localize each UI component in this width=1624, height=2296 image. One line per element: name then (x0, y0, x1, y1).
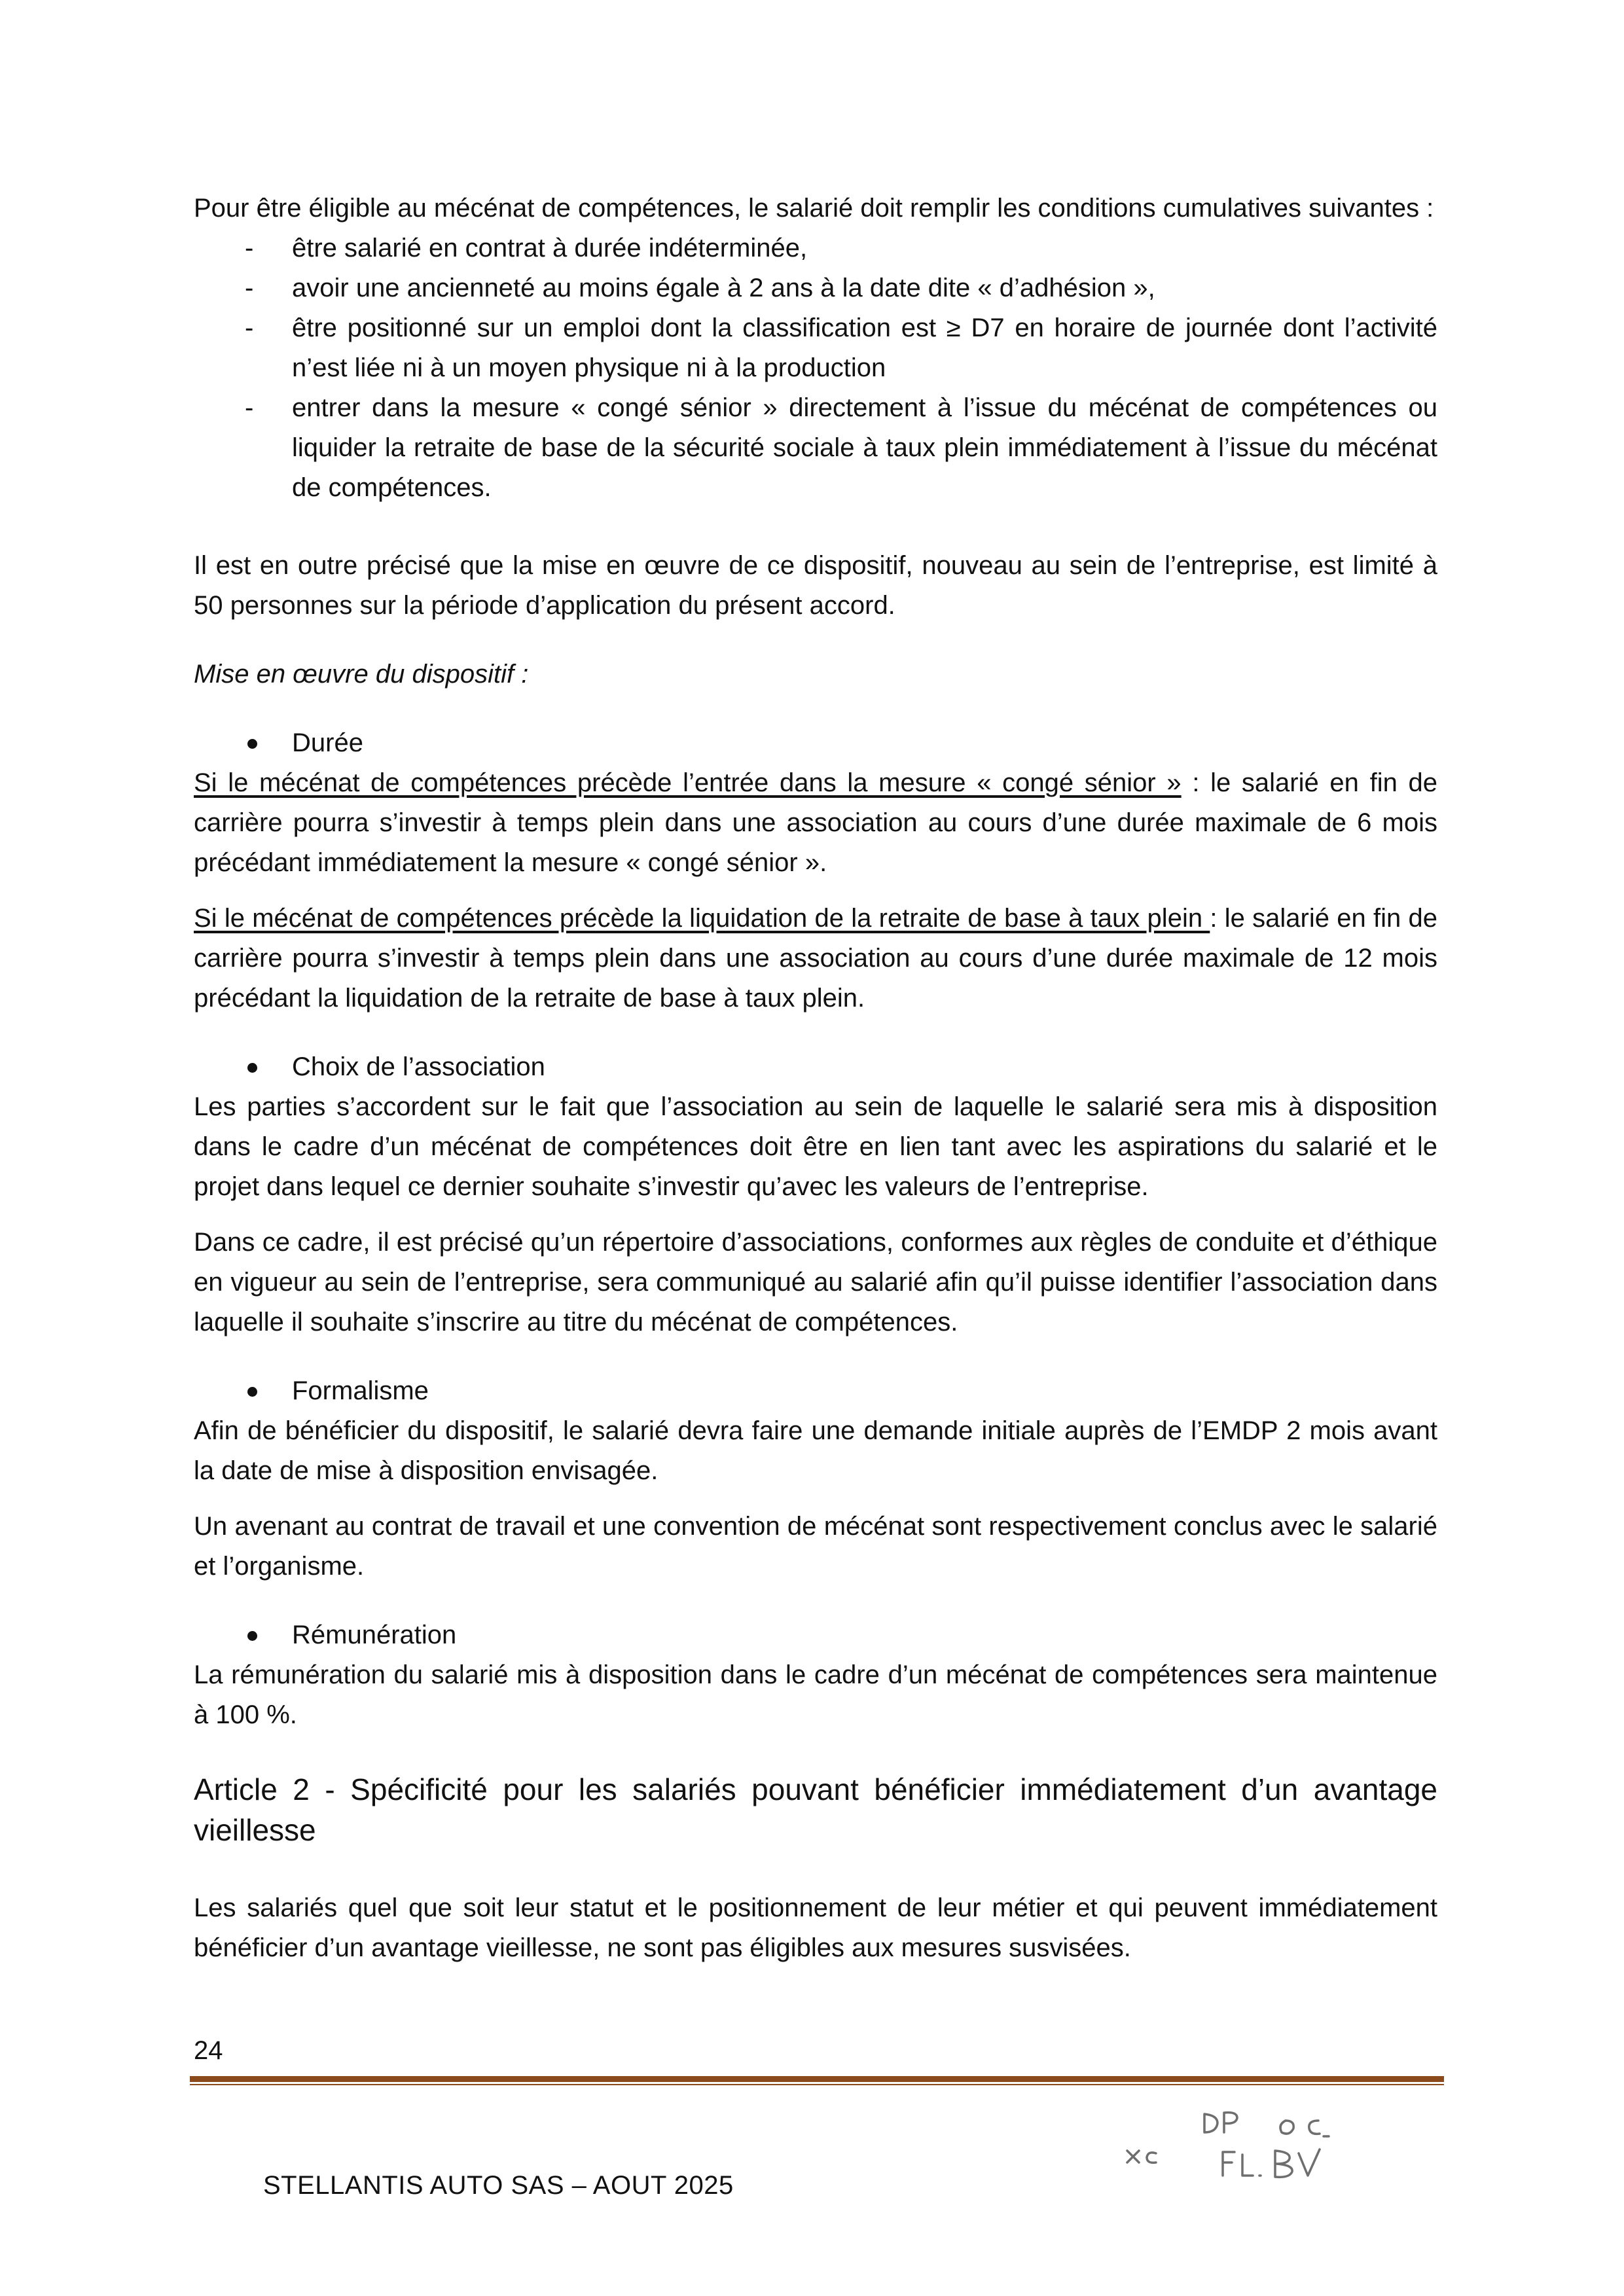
footer-rule (190, 2076, 1444, 2085)
bullet-icon (247, 1387, 257, 1397)
paragraph-text: : le salarié en fin de carrière pourra s’investir à temps plein dans une association au cours d’une durée maximale de 6 mois précédant immédiatement la mesure « congé sénior ». (194, 768, 1437, 877)
underlined-condition: Si le mécénat de compétences précède l’entrée dans la mesure « congé sénior » (194, 768, 1182, 797)
section-title: Formalisme (292, 1376, 429, 1405)
footer-rule-thick (190, 2076, 1444, 2082)
eligibility-intro: Pour être éligible au mécénat de compétences, le salarié doit remplir les conditions cumulatives suivantes : (194, 194, 1434, 223)
document-body (194, 188, 1437, 1968)
formalisme-paragraph-1: Afin de bénéficier du dispositif, le salarié devra faire une demande initiale auprès de l’EMDP 2 mois avant la date de mise à disposition envisagée. (194, 1416, 1437, 1485)
remuneration-paragraph: La rémunération du salarié mis à disposition dans le cadre d’un mécénat de compétences sera maintenue à 100 %. (194, 1660, 1437, 1729)
bullet-icon (247, 739, 257, 749)
section-remuneration-heading (194, 1615, 1437, 1655)
section-title: Choix de l’association (292, 1052, 545, 1081)
article-2-title: Article 2 - Spécificité pour les salariés pouvant bénéficier immédiatement d’un avantage vieillesse (194, 1772, 1437, 1847)
footer-text: STELLANTIS AUTO SAS – AOUT 2025 (263, 2171, 734, 2200)
condition-item: - être positionné sur un emploi dont la classification est ≥ D7 en horaire de journée dont l’activité n’est liée ni à un moyen physique ni à la production (194, 308, 1437, 388)
condition-item: - avoir une ancienneté au moins égale à 2 ans à la date dite « d’adhésion », (194, 268, 1437, 308)
association-paragraph-2: Dans ce cadre, il est précisé qu’un répertoire d’associations, conformes aux règles de conduite et d’éthique en vigueur au sein de l’entreprise, sera communiqué au salarié afin qu’il puisse identifier l’association dans laquelle il souhaite s’inscrire au titre du mécénat de compétences. (194, 1228, 1437, 1336)
duree-paragraph-1 (194, 763, 1437, 883)
article-2-body: Les salariés quel que soit leur statut et le positionnement de leur métier et qui peuvent immédiatement bénéficier d’un avantage vieillesse, ne sont pas éligibles aux mesures susvisées. (194, 1893, 1437, 1962)
condition-item: - être salarié en contrat à durée indéterminée, (194, 228, 1437, 268)
section-title: Rémunération (292, 1621, 457, 1649)
underlined-condition: Si le mécénat de compétences précède la liquidation de la retraite de base à taux plein (194, 904, 1210, 933)
duree-paragraph-2 (194, 899, 1437, 1018)
bullet-icon (247, 1631, 257, 1641)
handwritten-initials (1113, 2094, 1375, 2186)
paragraph-text: : le salarié en fin de carrière pourra s’investir à temps plein dans une association au cours d’une durée maximale de 12 mois précédant la liquidation de la retraite de base à taux plein. (194, 904, 1437, 1013)
formalisme-paragraph-2: Un avenant au contrat de travail et une convention de mécénat sont respectivement conclus avec le salarié et l’organisme. (194, 1512, 1437, 1581)
bullet-icon (247, 1063, 257, 1073)
eligibility-conditions (194, 228, 1437, 508)
section-title: Durée (292, 728, 363, 757)
section-duree-heading (194, 723, 1437, 763)
association-paragraph-1: Les parties s’accordent sur le fait que l’association au sein de laquelle le salarié sera mis à disposition dans le cadre d’un mécénat de compétences doit être en lien tant avec les aspirations du salarié et le projet dans lequel ce dernier souhaite s’investir qu’avec les valeurs de l’entreprise. (194, 1092, 1437, 1201)
section-formalisme-heading (194, 1371, 1437, 1411)
limit-paragraph: Il est en outre précisé que la mise en œuvre de ce dispositif, nouveau au sein de l’entreprise, est limité à 50 personnes sur la période d’application du présent accord. (194, 551, 1437, 620)
condition-item: - entrer dans la mesure « congé sénior » directement à l’issue du mécénat de compétences ou liquider la retraite de base de la sécurité sociale à taux plein immédiatement à l’issue du mécénat de compétences. (194, 388, 1437, 508)
footer-rule-thin (190, 2084, 1444, 2085)
section-association-heading (194, 1047, 1437, 1087)
page-number: 24 (194, 2036, 223, 2065)
implementation-heading: Mise en œuvre du dispositif : (194, 660, 529, 689)
